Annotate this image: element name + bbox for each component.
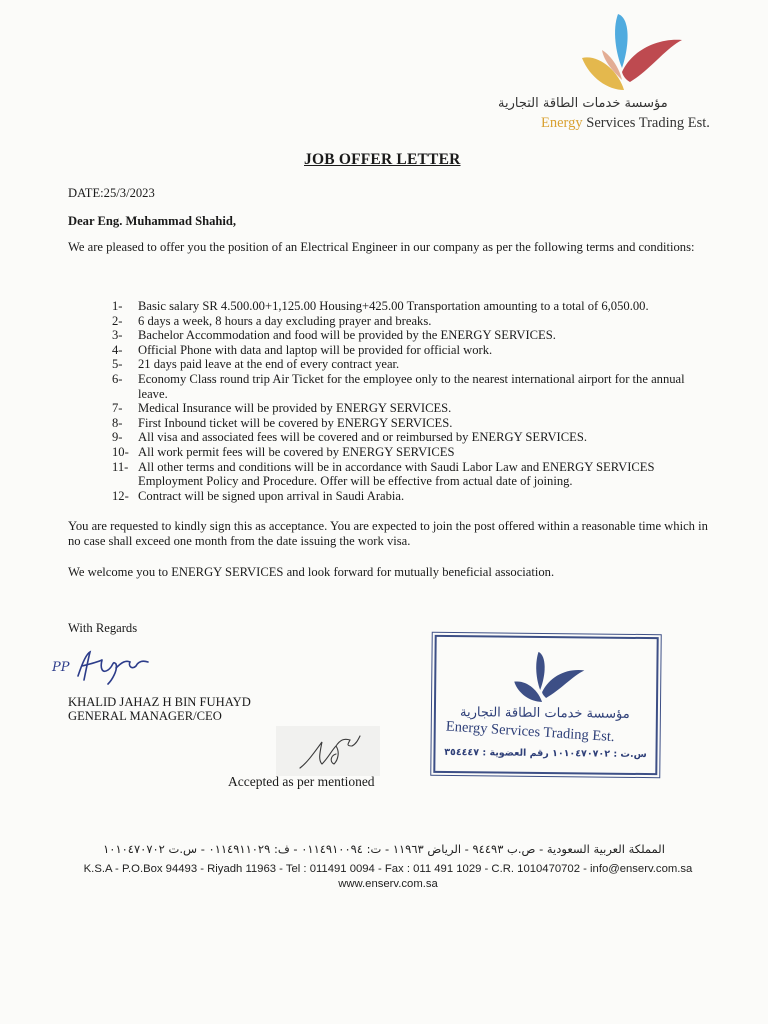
footer-website: www.enserv.com.sa <box>338 878 438 890</box>
list-item <box>112 299 702 314</box>
stamp-name-english: Energy Services Trading Est. <box>445 718 615 746</box>
stamp-name-arabic: مؤسسة خدمات الطاقة التجارية <box>460 705 630 722</box>
list-number: 9- <box>112 430 123 445</box>
list-number: 8- <box>112 415 123 430</box>
list-number: 12- <box>112 488 129 503</box>
footer-address: K.S.A - P.O.Box 94493 - Riyadh 11963 - Tel : 011491 0094 - Fax : 011 491 1029 - C.R. 1010470702 - info@enserv.com.sa <box>83 863 693 875</box>
energy-flame-icon <box>578 10 688 96</box>
employee-signature-icon <box>296 728 366 774</box>
list-item <box>112 430 702 445</box>
list-text: All other terms and conditions will be in accordance with Saudi Labor Law and ENERGY SERVICES Employment Policy and Procedure. Offer will be effective from actual date of joining. <box>138 459 655 489</box>
company-logo <box>578 10 688 96</box>
list-text: Contract will be signed upon arrival in Saudi Arabia. <box>138 488 405 503</box>
list-item <box>112 314 702 329</box>
list-item <box>112 401 702 416</box>
list-text: 21 days paid leave at the end of every contract year. <box>138 357 400 372</box>
list-item <box>112 489 702 504</box>
welcome-paragraph: We welcome you to ENERGY SERVICES and look forward for mutually beneficial association. <box>68 565 555 579</box>
list-text: First Inbound ticket will be covered by ENERGY SERVICES. <box>138 415 453 430</box>
list-text: Bachelor Accommodation and food will be provided by the ENERGY SERVICES. <box>138 328 556 343</box>
accepted-text: Accepted as per mentioned <box>228 774 375 789</box>
list-text: All visa and associated fees will be covered and or reimbursed by ENERGY SERVICES. <box>138 430 587 445</box>
list-text: Medical Insurance will be provided by ENERGY SERVICES. <box>138 401 452 416</box>
list-number: 1- <box>112 299 123 313</box>
company-stamp <box>433 635 658 775</box>
list-number: 10- <box>112 444 129 459</box>
list-number: 3- <box>112 328 123 343</box>
footer-arabic: المملكة العربية السعودية - ص.ب ٩٤٤٩٣ - الرياض ١١٩٦٣ - ت: ٠١١٤٩١٠٠٩٤ - ف: ٠١١٤٩١١٠٢٩ - س.ت ١٠١٠٤٧٠٧٠٢ <box>103 842 665 856</box>
list-item <box>112 328 702 343</box>
list-item <box>112 445 702 460</box>
list-text: Official Phone with data and laptop will be provided for official work. <box>138 342 493 357</box>
list-item <box>112 343 702 358</box>
acceptance-paragraph: You are requested to kindly sign this as acceptance. You are expected to join the post offered within a reasonable time which in no case shall exceed one month from the date issuing the work visa. <box>68 519 708 548</box>
company-name-rest: Services Trading Est. <box>582 115 710 131</box>
stamp-logo-icon <box>508 648 589 707</box>
list-number: 2- <box>112 313 123 328</box>
list-number: 6- <box>112 371 123 386</box>
list-item <box>112 460 702 489</box>
list-text: 6 days a week, 8 hours a day excluding prayer and breaks. <box>138 313 432 328</box>
list-text: Basic salary SR 4.500.00+1,125.00 Housing+425.00 Transportation amounting to a total of 6,050.00. <box>138 299 649 313</box>
company-name-arabic: مؤسسة خدمات الطاقة التجارية <box>498 96 668 111</box>
letter-title: JOB OFFER LETTER <box>304 151 461 168</box>
list-number: 5- <box>112 357 123 372</box>
list-item <box>112 372 702 401</box>
salutation: Dear Eng. Muhammad Shahid, <box>68 214 237 228</box>
company-name-english <box>541 115 710 132</box>
signer-name: KHALID JAHAZ H BIN FUHAYD <box>68 695 251 709</box>
signer-title: GENERAL MANAGER/CEO <box>68 709 222 723</box>
list-number: 11- <box>112 459 129 474</box>
letter-date: DATE:25/3/2023 <box>68 186 155 200</box>
signature-prefix: PP <box>52 660 70 675</box>
list-item <box>112 357 702 372</box>
ceo-signature-icon <box>72 646 152 686</box>
list-number: 7- <box>112 401 123 416</box>
list-number: 4- <box>112 342 123 357</box>
list-item <box>112 416 702 431</box>
list-text: All work permit fees will be covered by ENERGY SERVICES <box>138 444 455 459</box>
stamp-cr-line: س.ت : ١٠١٠٤٧٠٧٠٢ رقم العضوية : ٣٥٤٤٤٧ <box>444 746 647 761</box>
intro-paragraph: We are pleased to offer you the position of an Electrical Engineer in our company as per the following terms and conditions: <box>68 240 695 254</box>
list-text: Economy Class round trip Air Ticket for the employee only to the nearest international airport for the annual leave. <box>138 371 685 401</box>
terms-list <box>112 299 702 503</box>
company-name-energy: Energy <box>541 115 583 131</box>
closing: With Regards <box>68 621 138 635</box>
